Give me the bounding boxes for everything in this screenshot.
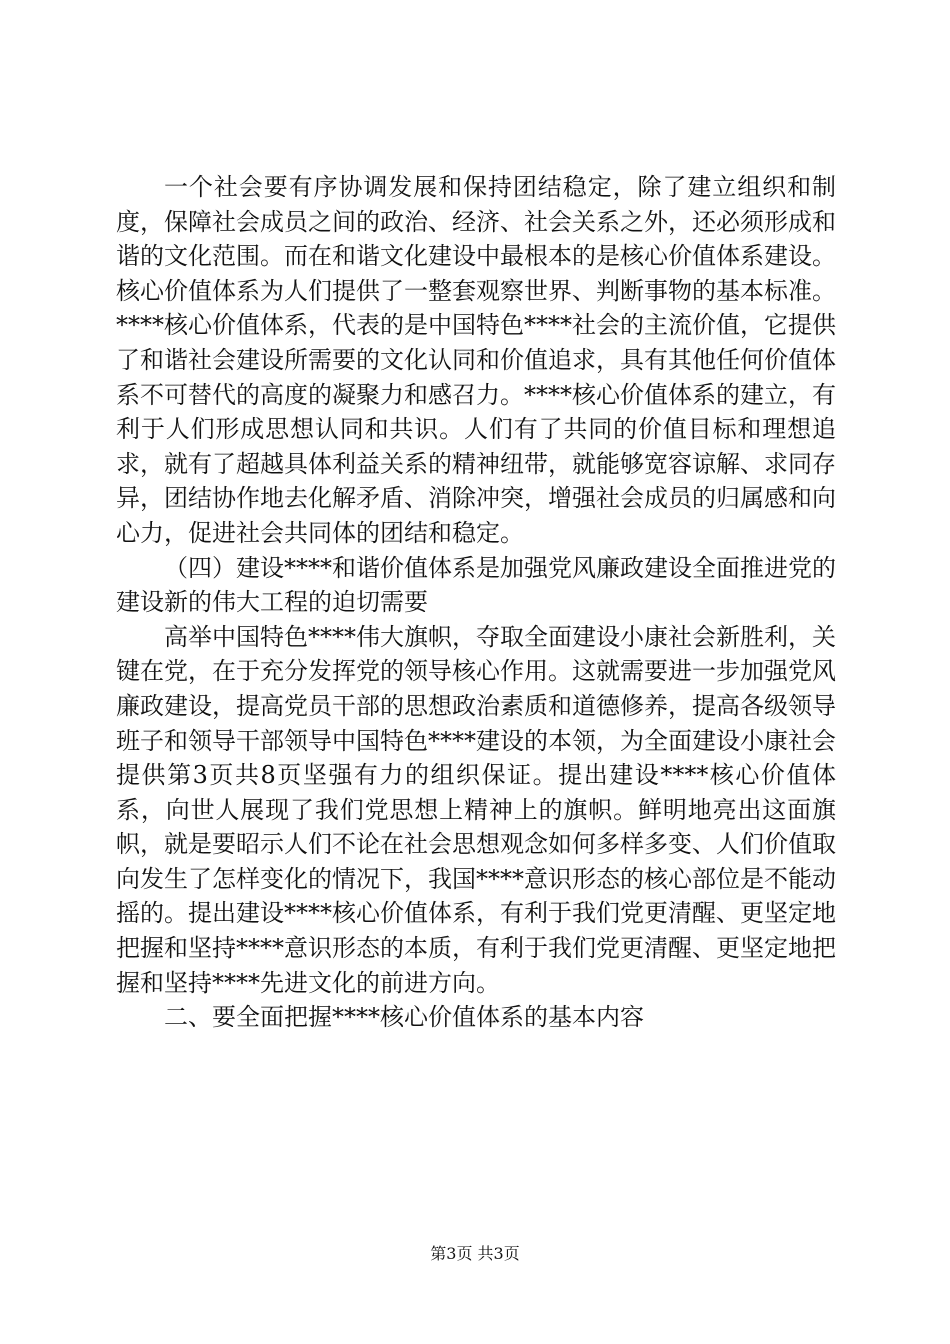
section-heading-four: （四）建设****和谐价值体系是加强党风廉政建设全面推进党的建设新的伟大工程的迫切需要: [116, 553, 836, 617]
document-body: [116, 170, 836, 1035]
page-footer: 第3页 共3页: [430, 1244, 520, 1263]
paragraph-harmonious-culture: 一个社会要有序协调发展和保持团结稳定，除了建立组织和制度，保障社会成员之间的政治、经济、社会关系之外，还必须形成和谐的文化范围。而在和谐文化建设中最根本的是核心价值体系建设。核心价值体系为人们提供了一整套观察世界、判断事物的基本标准。****核心价值体系，代表的是中国特色****社会的主流价值，它提供了和谐社会建设所需要的文化认同和价值追求，具有其他任何价值体系不可替代的高度的凝聚力和感召力。****核心价值体系的建立，有利于人们形成思想认同和共识。人们有了共同的价值目标和理想追求，就有了超越具体利益关系的精神纽带，就能够宽容谅解、求同存异，团结协作地去化解矛盾、消除冲突，增强社会成员的归属感和向心力，促进社会共同体的团结和稳定。: [116, 173, 836, 547]
section-heading-two: 二、要全面把握****核心价值体系的基本内容: [164, 1003, 644, 1032]
paragraph-party-building: 高举中国特色****伟大旗帜，夺取全面建设小康社会新胜利，关键在党，在于充分发挥党的领导核心作用。这就需要进一步加强党风廉政建设，提高党员干部的思想政治素质和道德修养，提高各级领导班子和领导干部领导中国特色****建设的本领，为全面建设小康社会提供第3页共8页坚强有力的组织保证。提出建设****核心价值体系，向世人展现了我们党思想上精神上的旗帜。鲜明地亮出这面旗帜，就是要昭示人们不论在社会思想观念如何多样多变、人们价值取向发生了怎样变化的情况下，我国****意识形态的核心部位是不能动摇的。提出建设****核心价值体系，有利于我们党更清醒、更坚定地把握和坚持****意识形态的本质，有利于我们党更清醒、更坚定地把握和坚持****先进文化的前进方向。: [116, 622, 836, 997]
